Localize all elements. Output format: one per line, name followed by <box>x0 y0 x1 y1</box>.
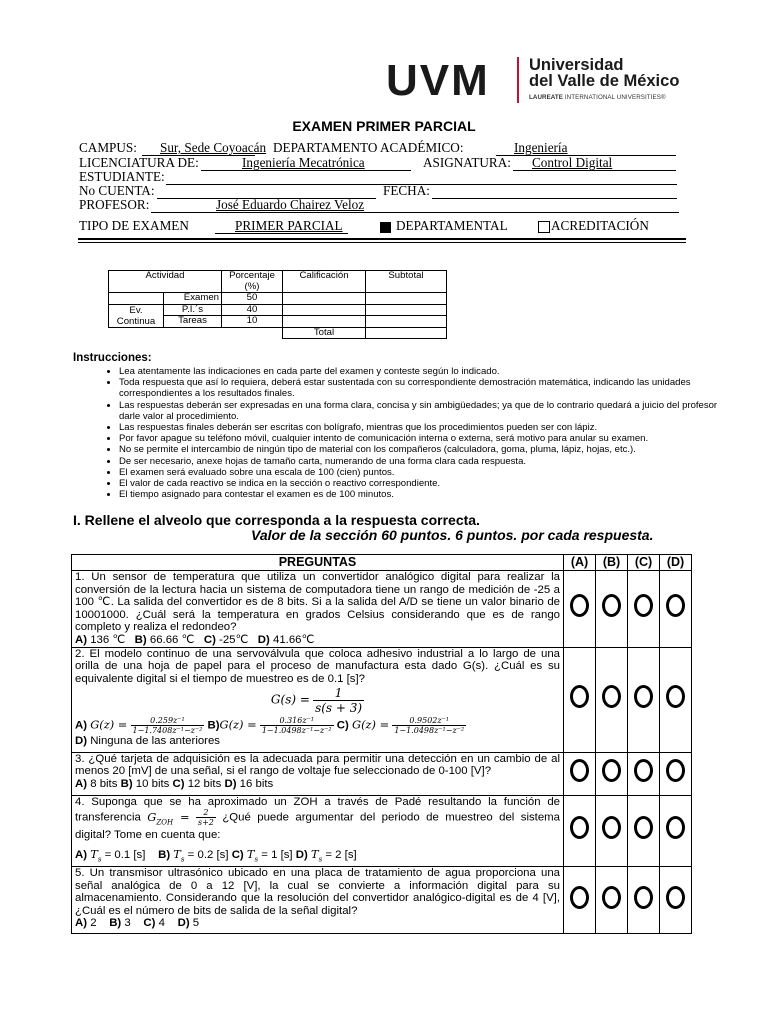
question-3 <box>72 752 564 795</box>
q3-a-label: A) <box>75 777 88 790</box>
licenciatura-value: Ingeniería Mecatrónica <box>242 155 365 170</box>
question-5 <box>72 867 564 934</box>
grading-table <box>108 270 447 339</box>
question-4-text-1: 4. Suponga que se ha aproximado un ZOH a través de Padé resultando la función de transferencia <box>75 795 560 824</box>
questions-header: PREGUNTAS <box>72 555 564 571</box>
bubble-icon <box>602 759 621 782</box>
q1-b-label: B) <box>134 633 147 646</box>
option-header-c: (C) <box>628 555 660 571</box>
q2-c-num: 0.9502z⁻¹ <box>392 716 466 726</box>
q5-d-label: D) <box>177 917 190 930</box>
q1-c-text: -25℃ <box>215 633 249 646</box>
bubble-icon <box>634 886 653 909</box>
q4-gzoh-lhs: G <box>147 809 157 824</box>
q2-a-label: A) <box>75 719 88 732</box>
divider-rule-bottom <box>78 242 686 243</box>
bubble-icon <box>570 759 589 782</box>
q4-options <box>75 848 560 866</box>
acreditacion-label: ACREDITACIÓN <box>551 218 649 233</box>
q4-gzoh-den: s+2 <box>198 818 214 828</box>
q3-d-label: D) <box>224 777 237 790</box>
q1-bubble-a[interactable] <box>564 571 596 648</box>
q5-b-text: 3 <box>121 917 131 930</box>
depto-label: DEPARTAMENTO ACADÉMICO: <box>273 140 464 155</box>
instruction-item: • Las respuestas deberán ser expresadas en una forma clara, concisa y sin ambigüedades; ya que de lo contrario quedará a juicio del profesor darle valor al procedimiento. <box>119 400 729 422</box>
q2-b-label: B) <box>207 719 220 732</box>
cuenta-label: No CUENTA: <box>79 183 155 198</box>
q2-a-fraction <box>131 716 205 735</box>
asignatura-value: Control Digital <box>532 155 613 170</box>
q4-b-text: = 0.2 [s] <box>184 849 229 862</box>
q2-b-num: 0.316z⁻¹ <box>260 716 334 726</box>
option-header-b: (B) <box>596 555 628 571</box>
q2-d-label: D) <box>75 735 88 748</box>
question-row-2 <box>72 647 692 752</box>
q2-c-label: C) <box>336 719 349 732</box>
q2-gs-num: 1 <box>313 686 364 701</box>
instruction-item: • No se permite el intercambio de ningún tipo de material con los compañeros (calculadora, goma, pluma, lápiz, hojas, etc.). <box>119 444 729 455</box>
row-tareas-subtotal[interactable] <box>366 316 447 328</box>
bubble-icon <box>602 816 621 839</box>
q2-c-den: 1−1.0498z⁻¹−z⁻² <box>394 726 465 736</box>
q4-c-text: = 1 [s] <box>258 849 293 862</box>
q4-d-ts: T <box>310 847 319 862</box>
q5-b-label: B) <box>109 917 122 930</box>
laureate-mark: ® <box>660 94 666 101</box>
col-header-calificacion: Calificación <box>283 271 366 293</box>
q4-bubble-b[interactable] <box>596 795 628 866</box>
instructions-list <box>93 366 729 500</box>
q4-b-label: B) <box>158 849 171 862</box>
q3-bubble-a[interactable] <box>564 752 596 795</box>
q5-c-text: 4 <box>155 917 165 930</box>
q2-c-fraction <box>392 716 466 735</box>
q1-c-label: C) <box>203 633 216 646</box>
q5-bubble-c[interactable] <box>628 867 660 934</box>
bubble-icon <box>666 685 685 708</box>
q5-a-label: A) <box>75 917 88 930</box>
row-examen-label: Examen <box>164 293 222 305</box>
row-tareas-percent: 10 <box>222 316 283 328</box>
section-value: Valor de la sección 60 puntos. 6 puntos. por cada respuesta. <box>251 527 654 543</box>
laureate-rest: INTERNATIONAL UNIVERSITIES <box>563 94 661 101</box>
q5-bubble-a[interactable] <box>564 867 596 934</box>
bubble-icon <box>666 759 685 782</box>
q3-d-text: 16 bits <box>236 777 274 790</box>
laureate-bold: LAUREATE <box>529 94 564 101</box>
bubble-icon <box>666 886 685 909</box>
question-row-3 <box>72 752 692 795</box>
row-tareas-label: Tareas <box>164 316 222 328</box>
q1-a-text: 136 ℃ <box>87 633 126 646</box>
q1-a-label: A) <box>75 633 88 646</box>
row-examen-score[interactable] <box>283 293 366 305</box>
university-name-line2: del Valle de México <box>529 72 680 90</box>
bubble-icon <box>634 816 653 839</box>
q2-bubble-c[interactable] <box>628 647 660 752</box>
row-pis-label: P.I.´s <box>164 304 222 316</box>
profesor-label: PROFESOR: <box>79 197 150 212</box>
instruction-item: • De ser necesario, anexe hojas de tamaño carta, numerando de una forma clara cada respuesta. <box>119 456 729 467</box>
q4-gzoh-fraction <box>196 808 216 827</box>
q4-gzoh-num: 2 <box>196 808 216 818</box>
total-label: Total <box>283 327 366 339</box>
question-row-1 <box>72 571 692 648</box>
row-tareas-score[interactable] <box>283 316 366 328</box>
question-1-text: 1. Un sensor de temperatura que utiliza un convertidor analógico digital para realizar la conversión de la lectura hacia un sistema de computadora tiene un rango de medición de -25 a 100 ℃. La salida del convertidor es de 8 bits. Si a la salida del A/D se tiene un valor binario de 10001000. ¿Cuál será la temperatura en grados Celsius considerando que es de rango completo y realiza el redondeo? <box>75 571 560 634</box>
q4-a-text: = 0.1 [s] <box>101 849 146 862</box>
question-1 <box>72 571 564 648</box>
q2-bubble-a[interactable] <box>564 647 596 752</box>
q3-bubble-c[interactable] <box>628 752 660 795</box>
laureate-tagline <box>529 94 666 101</box>
q4-bubble-c[interactable] <box>628 795 660 866</box>
instruction-item: • El tiempo asignado para contestar el examen es de 100 minutos. <box>119 489 729 500</box>
q2-b-gz: G(z) = <box>219 717 257 732</box>
q4-gzoh: $G_{ZOH}$ = <box>147 809 190 826</box>
q3-b-label: B) <box>120 777 133 790</box>
q1-bubble-d[interactable] <box>660 571 692 648</box>
instruction-item: • Las respuestas finales deberán ser escritas con bolígrafo, mientras que los procedimientos pueden ser con lápiz. <box>119 422 729 433</box>
col-header-actividad: Actividad <box>109 271 222 293</box>
q2-b-den: 1−1.0498z⁻¹−z⁻² <box>261 726 332 736</box>
bubble-icon <box>570 685 589 708</box>
logo-divider <box>517 57 519 103</box>
q4-bubble-a[interactable] <box>564 795 596 866</box>
q2-bubble-b[interactable] <box>596 647 628 752</box>
question-row-5 <box>72 867 692 934</box>
bubble-icon <box>570 594 589 617</box>
q3-a-text: 8 bits <box>87 777 118 790</box>
q2-bubble-d[interactable] <box>660 647 692 752</box>
instruction-item: • El valor de cada reactivo se indica en la sección o reactivo correspondiente. <box>119 478 729 489</box>
q4-a-ts-sub: s <box>97 855 102 864</box>
divider-rule-top <box>78 238 686 240</box>
q4-b-ts: T <box>173 847 181 862</box>
q4-d-label: D) <box>295 849 308 862</box>
q1-d-text: 41.66℃ <box>269 633 315 646</box>
campus-value: Sur, Sede Coyoacán <box>160 140 267 155</box>
total-value[interactable] <box>366 327 447 339</box>
profesor-value: José Eduardo Chairez Veloz <box>216 197 365 212</box>
q2-continuous-model <box>75 686 560 715</box>
q3-c-label: C) <box>172 777 185 790</box>
q2-a-gz: G(z) = <box>90 717 128 732</box>
question-4 <box>72 795 564 866</box>
bubble-icon <box>634 594 653 617</box>
university-name-line1: Universidad <box>529 56 624 74</box>
q4-a-ts: T <box>90 847 98 862</box>
exam-title: EXAMEN PRIMER PARCIAL <box>292 118 476 134</box>
ev-continua-label <box>109 304 164 327</box>
q2-b-fraction <box>260 716 334 735</box>
bubble-icon <box>666 816 685 839</box>
question-row-4 <box>72 795 692 866</box>
row-examen-percent: 50 <box>222 293 283 305</box>
instruction-item: • Lea atentamente las indicaciones en cada parte del examen y conteste según lo indicado. <box>119 366 729 377</box>
q2-a-den: 1−1.7408z⁻¹−z⁻² <box>132 726 203 736</box>
bubble-icon <box>602 685 621 708</box>
q2-c-gz: G(z) = <box>352 717 390 732</box>
q5-bubble-d[interactable] <box>660 867 692 934</box>
q3-b-text: 10 bits <box>132 777 170 790</box>
question-2 <box>72 647 564 752</box>
row-pis-subtotal[interactable] <box>366 304 447 316</box>
bubble-icon <box>570 816 589 839</box>
q2-options <box>75 716 560 735</box>
acreditacion-checkbox[interactable] <box>538 221 550 233</box>
ev-label-line2: Continua <box>116 315 156 327</box>
fecha-label: FECHA: <box>383 183 430 198</box>
asignatura-label: ASIGNATURA: <box>423 155 511 170</box>
q5-c-label: C) <box>143 917 156 930</box>
section-title: I. Rellene el alveolo que corresponda a la respuesta correcta. <box>73 512 480 528</box>
question-2-text: 2. El modelo continuo de una servoválvula que coloca adhesivo industrial a lo largo de una orilla de una hoja de papel para el proceso de manufactura esta dado G(s). ¿Cuál es su equivalente digital si el tiempo de muestreo es de 0.1 [s]? <box>75 647 560 685</box>
tipo-examen-value: PRIMER PARCIAL <box>235 218 343 233</box>
departamental-checkbox[interactable] <box>380 222 391 233</box>
bubble-icon <box>602 594 621 617</box>
row-pis-percent: 40 <box>222 304 283 316</box>
q5-bubble-b[interactable] <box>596 867 628 934</box>
q2-a-num: 0.259z⁻¹ <box>131 716 205 726</box>
depto-value: Ingeniería <box>514 140 568 155</box>
q3-bubble-d[interactable] <box>660 752 692 795</box>
instructions-title: Instrucciones: <box>73 352 152 364</box>
ev-label-line1: Ev. <box>129 304 143 316</box>
q1-b-text: 66.66 ℃ <box>146 633 195 646</box>
q3-c-text: 12 bits <box>184 777 222 790</box>
q2-d-text: Ninguna de las anteriores <box>87 735 221 748</box>
campus-label: CAMPUS: <box>79 140 137 155</box>
bubble-icon <box>570 886 589 909</box>
col-header-subtotal: Subtotal <box>366 271 447 293</box>
q1-bubble-c[interactable] <box>628 571 660 648</box>
question-4-text-2: ¿Qué puede argumentar del periodo de muestreo del sistema digital? Tome en cuenta que: <box>75 811 560 841</box>
q4-bubble-d[interactable] <box>660 795 692 866</box>
q5-d-text: 5 <box>189 917 200 930</box>
instruction-item: • El examen será evaluado sobre una escala de 100 (cien) puntos. <box>119 467 729 478</box>
fecha-field[interactable] <box>432 184 677 199</box>
question-5-text: 5. Un transmisor ultrasónico ubicado en una placa de tratamiento de agua proporciona una señal analógica de 0 a 12 [V], la cual se convierte a información digital para su almacenamiento. Considerando que la resolución del convertidor analógico-digital es de 4 [V], ¿Cuál es el número de bits de salida de la señal digital? <box>75 867 560 917</box>
licenciatura-label: LICENCIATURA DE: <box>79 155 199 170</box>
instruction-item: • Toda respuesta que así lo requiera, deberá estar sustentada con su correspondiente demostración matemática, indicando las unidades correspondientes a los resultados finales. <box>119 377 729 399</box>
option-header-d: (D) <box>660 555 692 571</box>
q4-gzoh-sub: ZOH <box>156 817 174 826</box>
option-header-a: (A) <box>564 555 596 571</box>
tipo-examen-label: TIPO DE EXAMEN <box>79 218 189 233</box>
q4-d-ts-sub: s <box>318 855 323 864</box>
instruction-item: • Por favor apague su teléfono móvil, cualquier intento de comunicación interna o externa, será motivo para anular su examen. <box>119 433 729 444</box>
q3-bubble-b[interactable] <box>596 752 628 795</box>
q2-gs-den: s(s + 3) <box>315 701 363 716</box>
bubble-icon <box>634 759 653 782</box>
questions-table <box>71 554 692 934</box>
bubble-icon <box>666 594 685 617</box>
q4-b-ts-sub: s <box>180 855 185 864</box>
estudiante-label: ESTUDIANTE: <box>79 169 165 184</box>
bubble-icon <box>602 886 621 909</box>
q5-a-text: 2 <box>87 917 97 930</box>
row-examen-subtotal[interactable] <box>366 293 447 305</box>
uvm-logo <box>386 57 682 103</box>
q2-gs-lhs: G(s) = <box>270 692 310 707</box>
q4-c-ts: T <box>246 847 255 862</box>
bubble-icon <box>634 685 653 708</box>
q4-c-ts-sub: s <box>254 855 259 864</box>
q4-c-label: C) <box>231 849 244 862</box>
q4-d-text: = 2 [s] <box>322 849 357 862</box>
col-header-porcentaje: Porcentaje (%) <box>222 271 283 293</box>
q1-d-label: D) <box>257 633 270 646</box>
q1-bubble-b[interactable] <box>596 571 628 648</box>
question-3-text: 3. ¿Qué tarjeta de adquisición es la adecuada para permitir una detección en un cambio de al menos 20 [mV] de una señal, si el rango de voltaje fue seleccionado de 0-100 [V]? <box>75 752 560 778</box>
q2-gs-fraction <box>313 686 364 715</box>
departamental-label: DEPARTAMENTAL <box>396 218 508 233</box>
logo-letters: UVM <box>386 56 490 105</box>
row-pis-score[interactable] <box>283 304 366 316</box>
q4-a-label: A) <box>75 849 88 862</box>
